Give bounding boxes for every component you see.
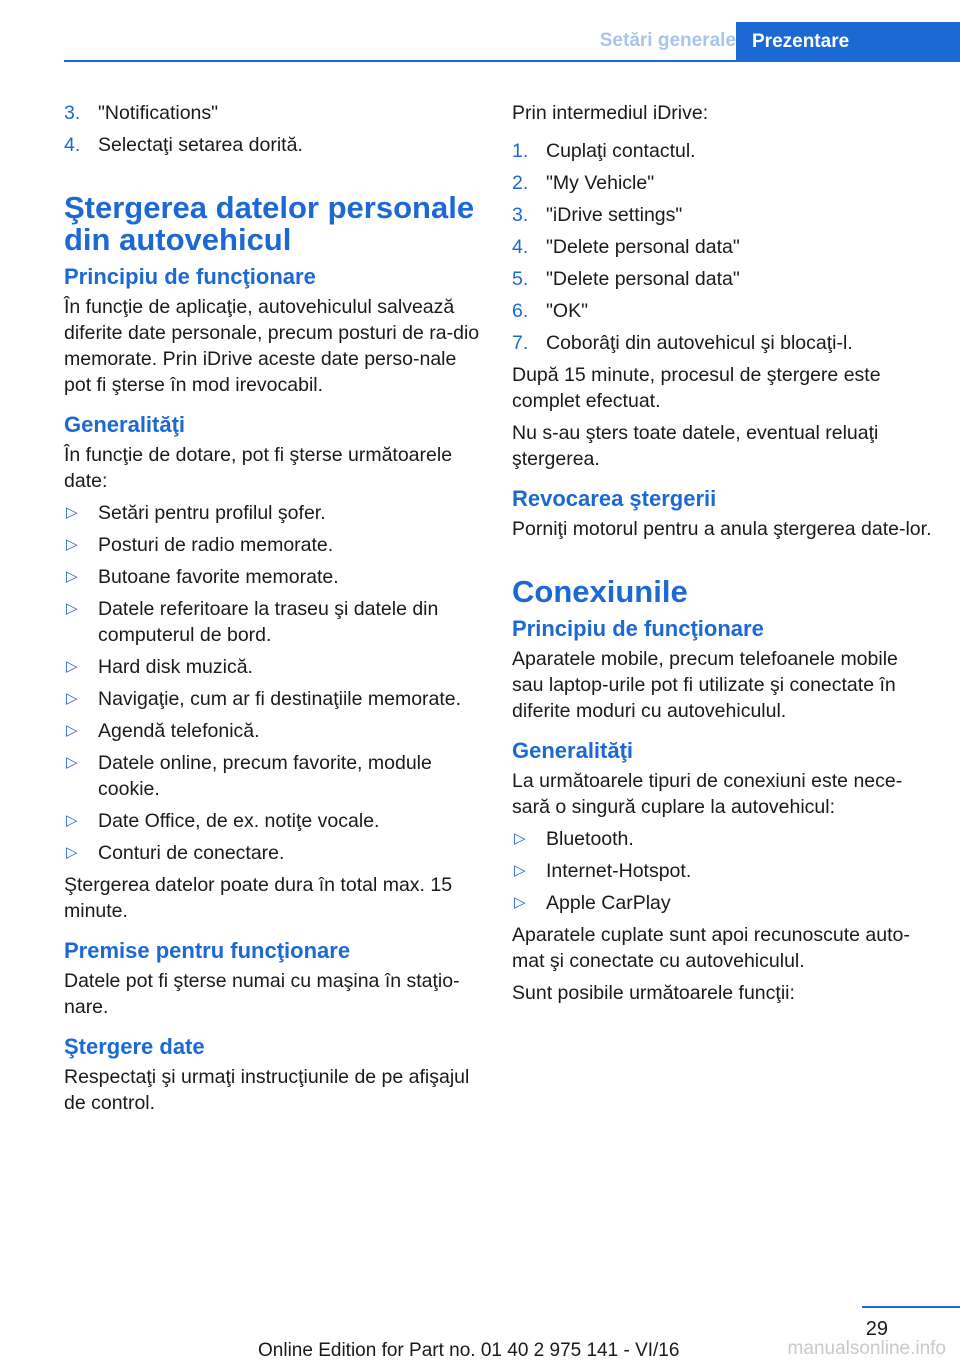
paragraph-premise: Datele pot fi şterse numai cu maşina în staţio-nare. — [64, 970, 460, 1018]
paragraph-general: La următoarele tipuri de conexiuni este nece-sară o singură cuplare la autovehicul: — [512, 770, 903, 818]
step-item — [512, 202, 932, 228]
heading-principle: Principiu de funcţionare — [512, 616, 764, 641]
step-text: "My Vehicle" — [546, 172, 655, 194]
step-item — [512, 330, 932, 356]
bullet-item — [64, 564, 484, 590]
step-text: "Delete personal data" — [546, 268, 740, 290]
step-number: 3. — [64, 102, 81, 124]
step-item — [512, 170, 932, 196]
right-column — [512, 100, 932, 1012]
heading-general: Generalităţi — [64, 412, 186, 437]
bullet-triangle-icon: ▷ — [66, 844, 78, 861]
step-text: Coborâţi din autovehicul şi blocaţi-l. — [546, 332, 853, 354]
bullet-triangle-icon: ▷ — [66, 504, 78, 521]
bullet-triangle-icon: ▷ — [66, 658, 78, 675]
bullet-item — [64, 532, 484, 558]
paragraph-paired-devices: Aparatele cuplate sunt apoi recunoscute auto-mat şi conectate cu autovehiculul. — [512, 924, 910, 972]
step-item — [512, 138, 932, 164]
bullet-text: Conturi de conectare. — [98, 842, 285, 864]
step-number: 1. — [512, 140, 529, 162]
paragraph-delete-data: Respectaţi şi urmaţi instrucţiunile de pe afişajul de control. — [64, 1066, 470, 1114]
bullet-triangle-icon: ▷ — [514, 894, 526, 911]
heading-principle: Principiu de funcţionare — [64, 264, 316, 289]
bullet-text: Bluetooth. — [546, 828, 634, 850]
step-text: "Delete personal data" — [546, 236, 740, 258]
paragraph-not-all-deleted: Nu s-au şters toate datele, eventual reluaţi ştergerea. — [512, 422, 879, 470]
step-text: "OK" — [546, 300, 589, 322]
paragraph-principle: În funcţie de aplicaţie, autovehiculul salvează diferite date personale, precum posturi de ra-dio memorate. Prin iDrive aceste date perso-nale pot fi şterse în mod irevocabil. — [64, 296, 480, 396]
footer-rule — [862, 1306, 960, 1308]
step-number: 4. — [64, 134, 81, 156]
heading-delete-data: Ştergere date — [64, 1034, 205, 1059]
bullet-triangle-icon: ▷ — [66, 568, 78, 585]
paragraph-functions: Sunt posibile următoarele funcţii: — [512, 982, 795, 1004]
paragraph-revoke: Porniţi motorul pentru a anula ştergerea date-lor. — [512, 518, 932, 540]
bullet-item — [512, 890, 932, 916]
paragraph-general: În funcţie de dotare, pot fi şterse următoarele date: — [64, 444, 453, 492]
step-item — [512, 298, 932, 324]
step-text: "iDrive settings" — [546, 204, 683, 226]
step-number: 3. — [512, 204, 529, 226]
step-item — [512, 266, 932, 292]
bullet-text: Apple CarPlay — [546, 892, 671, 914]
bullet-triangle-icon: ▷ — [66, 690, 78, 707]
page-number: 29 — [865, 1318, 888, 1340]
header-chapter-tab — [736, 22, 960, 62]
paragraph-duration: Ştergerea datelor poate dura în total max. 15 minute. — [64, 874, 453, 922]
bullet-triangle-icon: ▷ — [66, 600, 78, 617]
bullet-triangle-icon: ▷ — [66, 812, 78, 829]
header-rule — [64, 60, 960, 62]
bullet-item — [64, 596, 484, 648]
bullet-text: Agendă telefonică. — [98, 720, 260, 742]
step-item — [64, 132, 484, 158]
bullet-text: Internet-Hotspot. — [546, 860, 692, 882]
bullet-triangle-icon: ▷ — [514, 862, 526, 879]
bullet-triangle-icon: ▷ — [66, 536, 78, 553]
bullet-text: Posturi de radio memorate. — [98, 534, 334, 556]
bullet-triangle-icon: ▷ — [66, 754, 78, 771]
step-number: 4. — [512, 236, 529, 258]
paragraph-via-idrive: Prin intermediul iDrive: — [512, 102, 709, 124]
heading-connections: Conexiunile — [512, 574, 688, 609]
step-text: Selectaţi setarea dorită. — [98, 134, 303, 156]
heading-revoke: Revocarea ştergerii — [512, 486, 717, 511]
step-text: Cuplaţi contactul. — [546, 140, 696, 162]
bullet-item — [64, 718, 484, 744]
step-number: 5. — [512, 268, 529, 290]
watermark: manualsonline.info — [787, 1338, 946, 1359]
paragraph-after-15-min: După 15 minute, procesul de ştergere este complet efectuat. — [512, 364, 881, 412]
bullet-item — [64, 808, 484, 834]
bullet-item — [64, 500, 484, 526]
bullet-text: Datele referitoare la traseu şi datele din computerul de bord. — [98, 598, 439, 646]
bullet-text: Date Office, de ex. notiţe vocale. — [98, 810, 380, 832]
left-column — [64, 100, 484, 1122]
step-number: 6. — [512, 300, 529, 322]
bullet-text: Navigaţie, cum ar fi destinaţiile memorate. — [98, 688, 462, 710]
paragraph-principle: Aparatele mobile, precum telefoanele mobile sau laptop-urile pot fi utilizate şi conectate în diferite moduri cu autovehiculul. — [512, 648, 898, 722]
header-chapter-label: Prezentare — [752, 31, 850, 52]
heading-general: Generalităţi — [512, 738, 634, 763]
step-item — [512, 234, 932, 260]
header-section-title: Setări generale — [599, 30, 736, 51]
bullet-item — [64, 654, 484, 680]
bullet-text: Butoane favorite memorate. — [98, 566, 339, 588]
bullet-triangle-icon: ▷ — [514, 830, 526, 847]
bullet-item — [64, 686, 484, 712]
step-item — [64, 100, 484, 126]
footer-edition: Online Edition for Part no. 01 40 2 975 141 - VI/16 — [258, 1340, 680, 1361]
heading-premise: Premise pentru funcţionare — [64, 938, 351, 963]
step-number: 2. — [512, 172, 529, 194]
step-number: 7. — [512, 332, 529, 354]
step-text: "Notifications" — [98, 102, 219, 124]
bullet-triangle-icon: ▷ — [66, 722, 78, 739]
bullet-item — [64, 840, 484, 866]
bullet-item — [512, 858, 932, 884]
bullet-item — [64, 750, 484, 802]
bullet-text: Datele online, precum favorite, module cookie. — [98, 752, 432, 800]
bullet-text: Hard disk muzică. — [98, 656, 253, 678]
bullet-text: Setări pentru profilul şofer. — [98, 502, 326, 524]
heading-delete-personal-data: Ştergerea datelor personale din autovehicul — [64, 190, 475, 257]
bullet-item — [512, 826, 932, 852]
